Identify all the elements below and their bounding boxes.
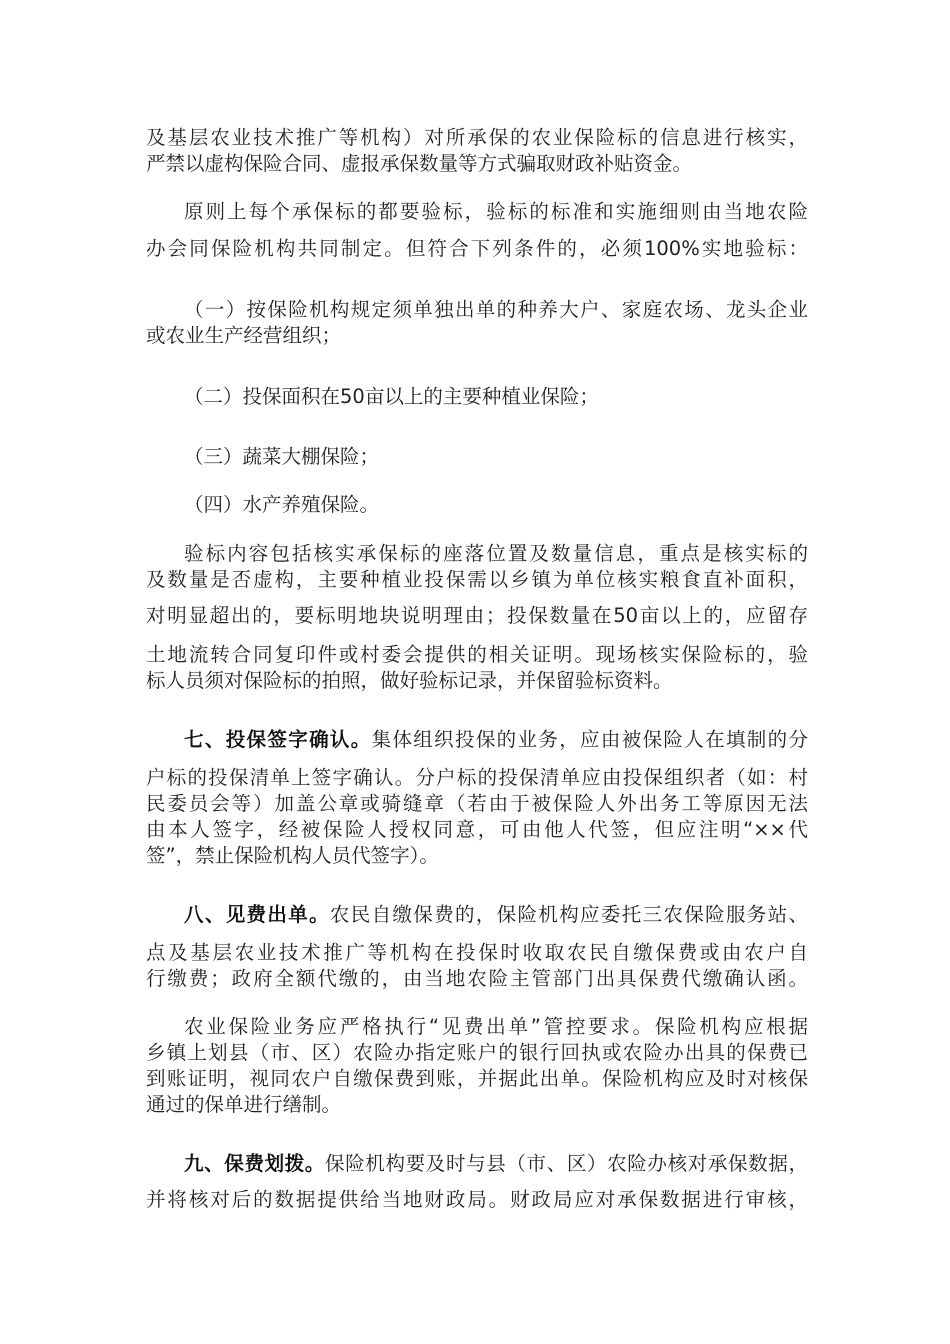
section-7-heading: 七、投保签字确认。 bbox=[184, 728, 372, 751]
paragraph-line: 行缴费；政府全额代缴的，由当地农险主管部门出具保费代缴确认函。 bbox=[146, 967, 808, 990]
paragraph-line: 对明显超出的，要标明地块说明理由；投保数量在50亩以上的，应留存 bbox=[146, 604, 808, 627]
section-7-line bbox=[184, 728, 808, 752]
paragraph-line: 验标内容包括核实承保标的座落位置及数量信息，重点是核实标的 bbox=[184, 542, 808, 565]
list-item: （四）水产养殖保险。 bbox=[184, 493, 380, 516]
paragraph-line: 办会同保险机构共同制定。但符合下列条件的，必须100%实地验标： bbox=[146, 237, 808, 260]
list-item: （一）按保险机构规定须单独出单的种养大户、家庭农场、龙头企业 bbox=[184, 298, 808, 321]
paragraph-line: 土地流转合同复印件或村委会提供的相关证明。现场核实保险标的，验 bbox=[146, 643, 808, 666]
paragraph-line: 及数量是否虚构，主要种植业投保需以乡镇为单位核实粮食直补面积， bbox=[146, 568, 808, 591]
paragraph-line: 签”，禁止保险机构人员代签字）。 bbox=[146, 844, 439, 867]
paragraph-line: 及基层农业技术推广等机构）对所承保的农业保险标的信息进行核实， bbox=[146, 126, 808, 149]
section-8-line bbox=[184, 903, 808, 927]
paragraph-line: 农业保险业务应严格执行“见费出单”管控要求。保险机构应根据 bbox=[184, 1015, 808, 1038]
list-item-continued: 或农业生产经营组织； bbox=[146, 324, 342, 347]
section-9-heading: 九、保费划拨。 bbox=[184, 1152, 326, 1175]
paragraph-line: 并将核对后的数据提供给当地财政局。财政局应对承保数据进行审核， bbox=[146, 1188, 808, 1211]
paragraph-line: 严禁以虚构保险合同、虚报承保数量等方式骗取财政补贴资金。 bbox=[146, 152, 693, 175]
section-7-text: 集体组织投保的业务，应由被保险人在填制的分 bbox=[371, 728, 808, 751]
paragraph-line: 由本人签字，经被保险人授权同意，可由他人代签，但应注明“××代 bbox=[146, 818, 808, 841]
section-9-text: 保险机构要及时与县（市、区）农险办核对承保数据， bbox=[325, 1152, 808, 1175]
paragraph-line: 通过的保单进行缮制。 bbox=[146, 1093, 342, 1116]
paragraph-line: 点及基层农业技术推广等机构在投保时收取农民自缴保费或由农户自 bbox=[146, 941, 808, 964]
list-item: （三）蔬菜大棚保险； bbox=[184, 445, 380, 468]
paragraph-line: 标人员须对保险标的拍照，做好验标记录，并保留验标资料。 bbox=[146, 669, 673, 692]
paragraph-line: 到账证明，视同农户自缴保费到账，并据此出单。保险机构应及时对核保 bbox=[146, 1067, 808, 1090]
paragraph-line: 原则上每个承保标的都要验标，验标的标准和实施细则由当地农险 bbox=[184, 200, 808, 223]
paragraph-line: 乡镇上划县（市、区）农险办指定账户的银行回执或农险办出具的保费已 bbox=[146, 1041, 808, 1064]
section-9-line bbox=[184, 1152, 808, 1176]
list-item: （二）投保面积在50亩以上的主要种植业保险； bbox=[184, 385, 599, 408]
section-8-text: 农民自缴保费的，保险机构应委托三农保险服务站、 bbox=[329, 903, 808, 926]
section-8-heading: 八、见费出单。 bbox=[184, 903, 330, 926]
paragraph-line: 户标的投保清单上签字确认。分户标的投保清单应由投保组织者（如：村 bbox=[146, 766, 808, 789]
paragraph-line: 民委员会等）加盖公章或骑缝章（若由于被保险人外出务工等原因无法 bbox=[146, 792, 808, 815]
